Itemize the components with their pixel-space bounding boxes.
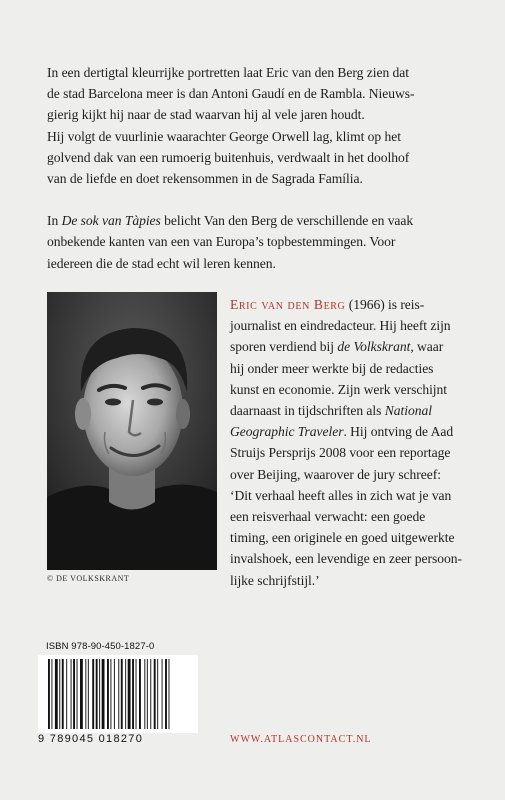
author-bio <box>230 294 482 591</box>
bio-line: lijke schrijfstijl.’ <box>230 572 320 588</box>
blurb-text: belicht Van den Berg de verschillende en vaak <box>160 213 414 229</box>
author-bio-text <box>230 294 482 591</box>
author-portrait-image <box>47 292 217 570</box>
barcode-digits: 9 789045 018270 <box>38 733 144 745</box>
bio-text: sporen verdiend bij <box>230 339 338 355</box>
blurb <box>47 62 477 274</box>
author-name: Eric van den Berg <box>230 297 346 312</box>
publication-name: de Volkskrant <box>337 339 411 355</box>
bio-line: een reisverhaal verwacht: een goede <box>230 509 426 525</box>
blurb-line: In een dertigtal kleurrijke portretten laat Eric van den Berg zien dat <box>47 65 409 80</box>
blurb-paragraph-2 <box>47 210 477 274</box>
blurb-line: iedereen die de stad echt wil leren kennen. <box>47 255 276 271</box>
publication-name: Geographic Traveler <box>230 424 344 440</box>
publication-name: National <box>384 403 432 419</box>
bio-line: Struijs Persprijs 2008 voor een reportage <box>230 445 451 461</box>
blurb-line: de stad Barcelona meer is dan Antoni Gaudí en de Rambla. Nieuws- <box>47 86 415 102</box>
bio-text: . Hij ontving de Aad <box>343 424 454 440</box>
barcode-bars <box>38 655 198 733</box>
bio-text: (1966) is reis- <box>345 297 425 312</box>
bio-line: daarnaast in tijdschriften als <box>230 403 382 419</box>
isbn-label: ISBN 978-90-450-1827-0 <box>46 641 155 652</box>
photo-credit: © DE VOLKSKRANT <box>47 574 130 583</box>
book-title: De sok van Tàpies <box>61 213 161 229</box>
author-photo <box>47 292 217 570</box>
blurb-line: Hij volgt de vuurlinie waarachter George Orwell lag, klimt op het <box>47 128 401 144</box>
blurb-paragraph-1 <box>47 62 477 189</box>
blurb-line: gierig kijkt hij naar de stad waarvan hij al vele jaren houdt. <box>47 107 365 123</box>
blurb-text: In <box>47 213 62 229</box>
bio-line: journalist en eindredacteur. Hij heeft zijn <box>230 318 451 334</box>
blurb-line: golvend dak van een rumoerig buitenhuis, verdwaalt in het doolhof <box>47 149 410 165</box>
bio-line: timing, een originele en goed uitgewerkte <box>230 530 455 546</box>
publisher-website: WWW.ATLASCONTACT.NL <box>230 734 372 745</box>
bio-line: invalshoek, een levendige en zeer persoon- <box>230 551 462 567</box>
bio-line: hij onder meer werkte bij de redacties <box>230 360 434 376</box>
bio-text: , waar <box>410 339 444 355</box>
blurb-line: onbekende kanten van een van Europa’s topbestemmingen. Voor <box>47 234 396 250</box>
bio-line: over Beijing, waarover de jury schreef: <box>230 466 441 482</box>
bio-line: kunst en economie. Zijn werk verschijnt <box>230 381 448 397</box>
blurb-line: van de liefde en doet rekensommen in de Sagrada Família. <box>47 171 363 187</box>
bio-line: ‘Dit verhaal heeft alles in zich wat je van <box>230 487 452 503</box>
